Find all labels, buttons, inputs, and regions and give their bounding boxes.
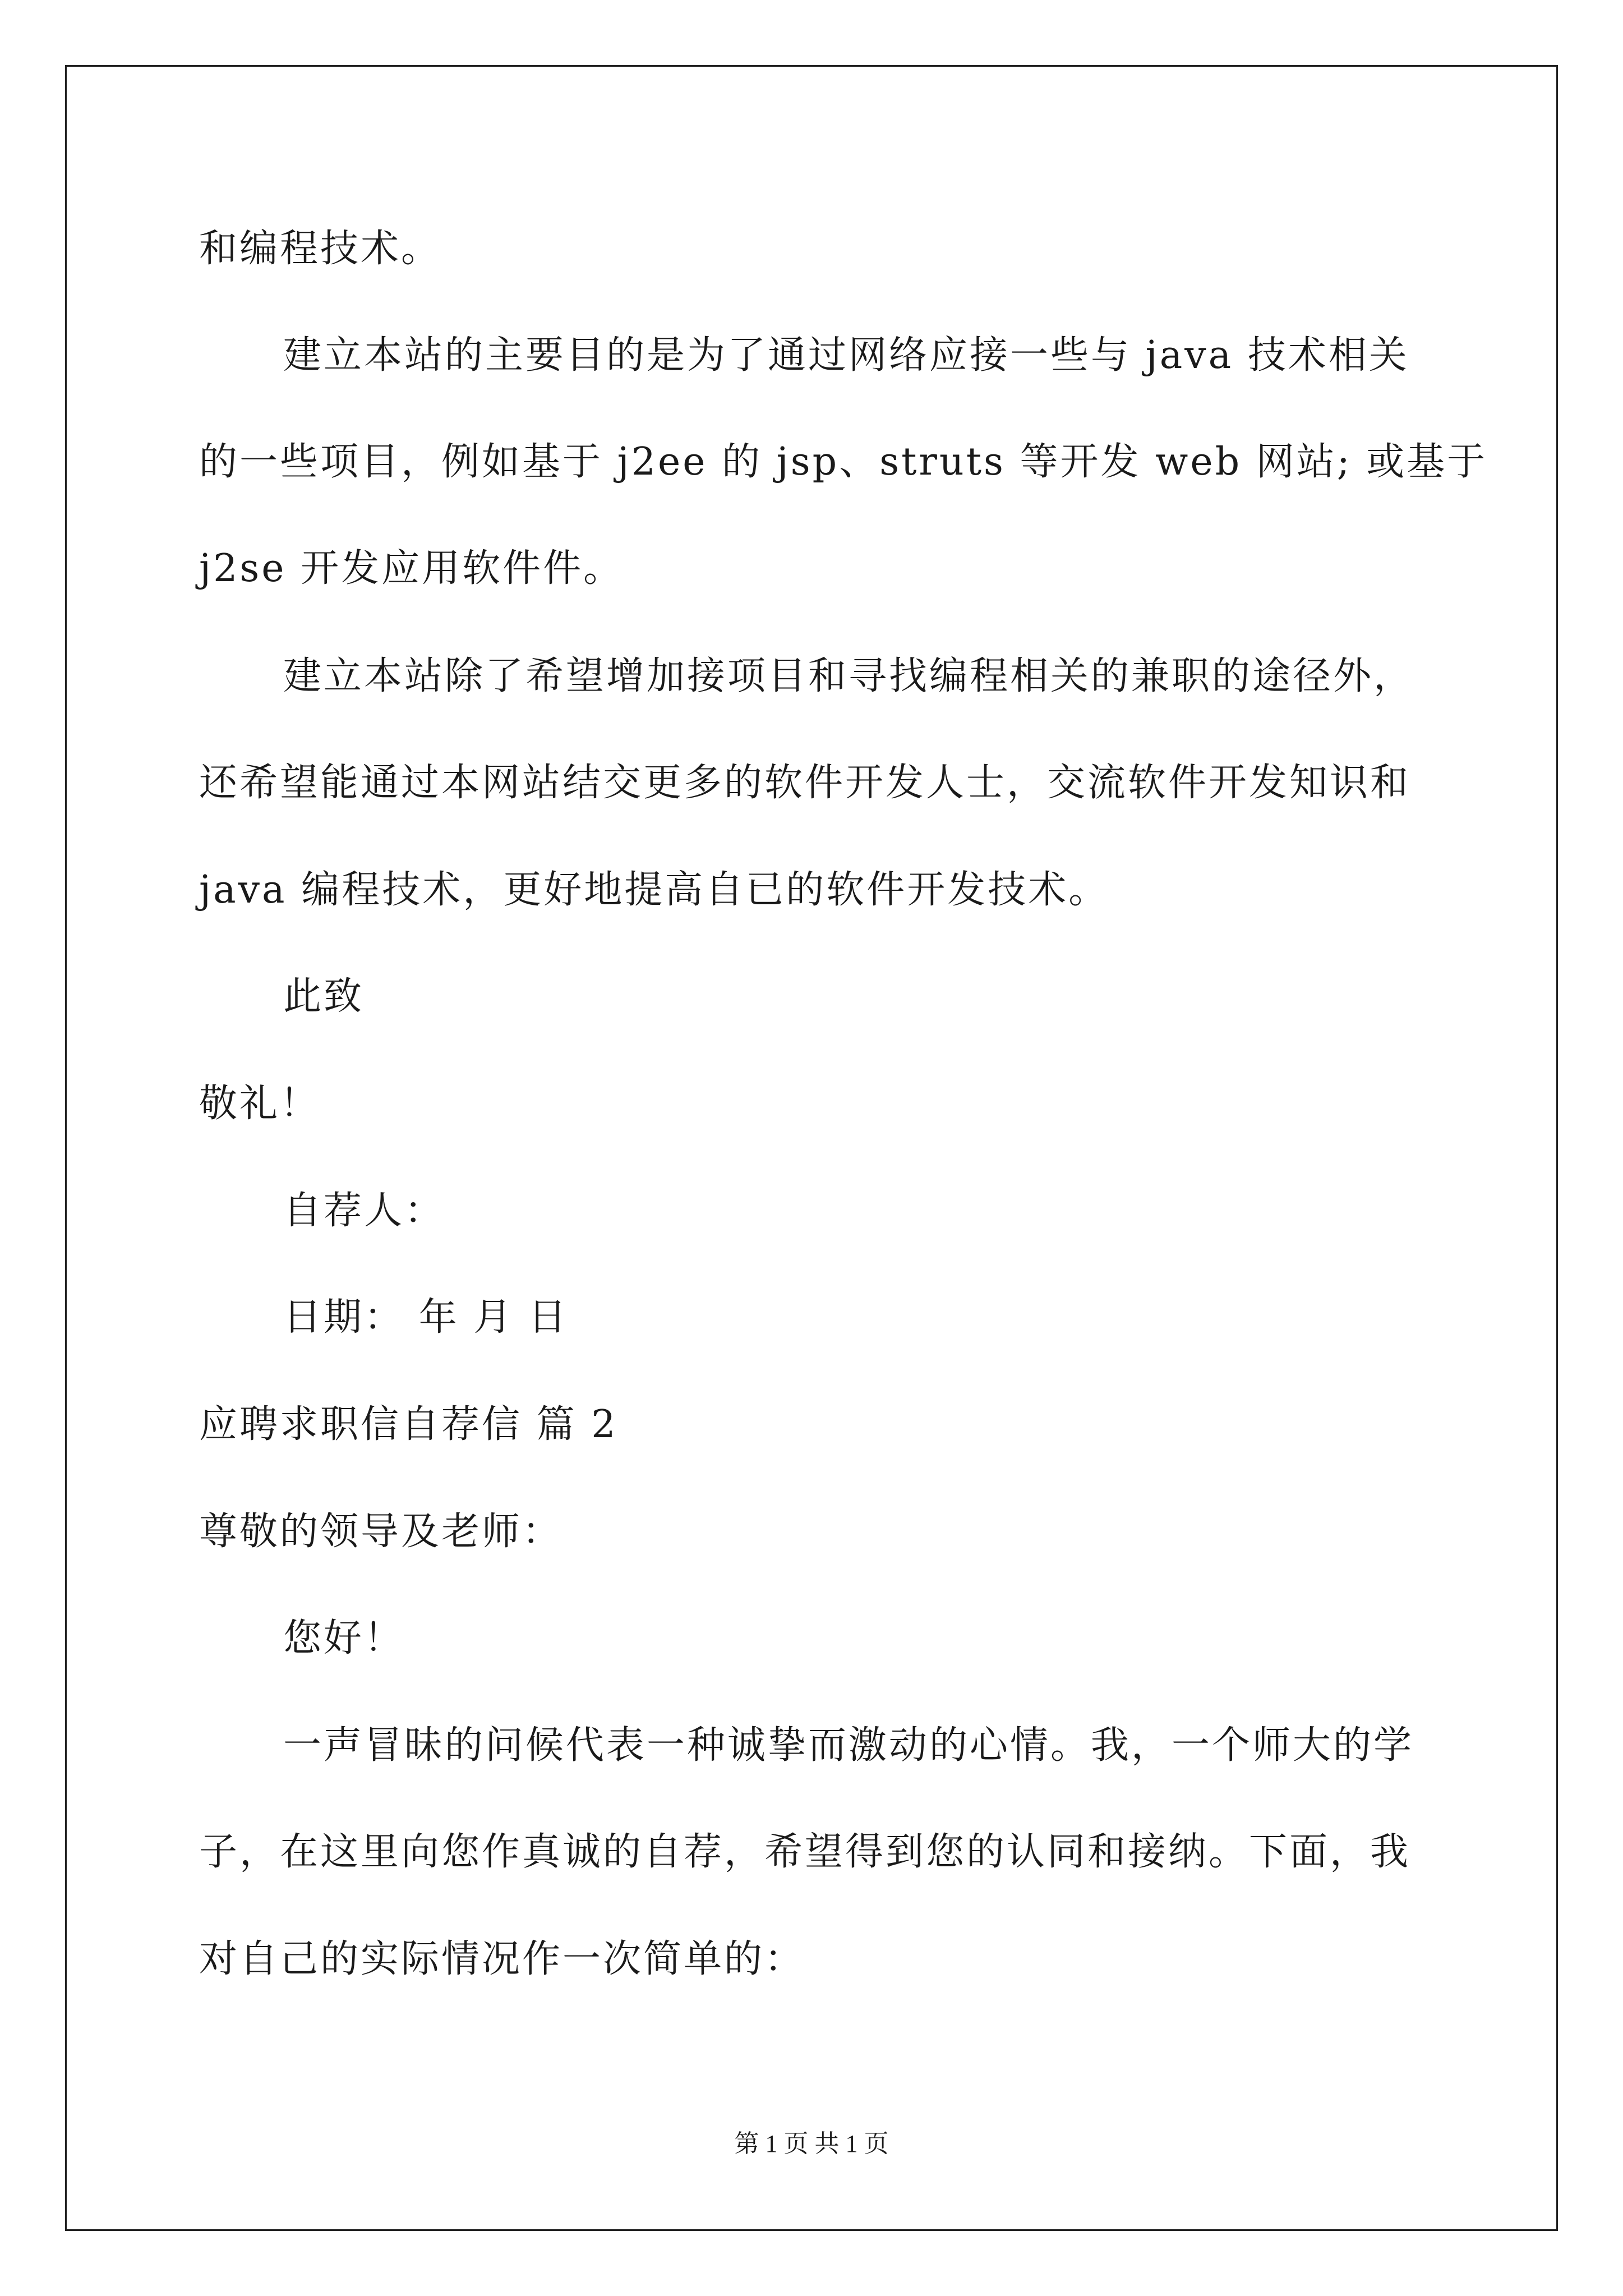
page-border [65, 65, 1558, 2231]
greeting-hello: 您好！ [283, 1616, 405, 1660]
page-number-footer: 第 1 页 共 1 页 [734, 2130, 889, 2157]
text-line: 和编程技术。 [199, 227, 442, 271]
section-heading: 应聘求职信自荐信 篇 2 [199, 1402, 618, 1447]
signature-label: 自荐人： [283, 1189, 445, 1233]
text-line: j2se 开发应用软件件。 [199, 546, 624, 591]
date-label: 日期： 年 月 日 [283, 1295, 569, 1340]
text-line: 建立本站除了希望增加接项目和寻找编程相关的兼职的途径外， [283, 654, 1414, 698]
letter-greeting: 尊敬的领导及老师： [199, 1510, 563, 1554]
text-line: 子，在这里向您作真诚的自荐，希望得到您的认同和接纳。下面，我 [199, 1830, 1411, 1874]
text-line: 一声冒昧的问候代表一种诚挚而激动的心情。我，一个师大的学 [283, 1723, 1414, 1768]
text-line: 建立本站的主要目的是为了通过网络应接一些与 java 技术相关 [283, 333, 1409, 378]
text-line: java 编程技术，更好地提高自已的软件开发技术。 [199, 868, 1109, 912]
closing-regards: 敬礼！ [199, 1082, 321, 1126]
text-line: 对自己的实际情况作一次简单的： [199, 1937, 805, 1981]
text-line: 的一些项目，例如基于 j2ee 的 jsp、struts 等开发 web 网站; 或基于 [199, 440, 1488, 484]
closing-salutation: 此致 [283, 974, 365, 1019]
text-line: 还希望能通过本网站结交更多的软件开发人士，交流软件开发知识和 [199, 761, 1411, 805]
